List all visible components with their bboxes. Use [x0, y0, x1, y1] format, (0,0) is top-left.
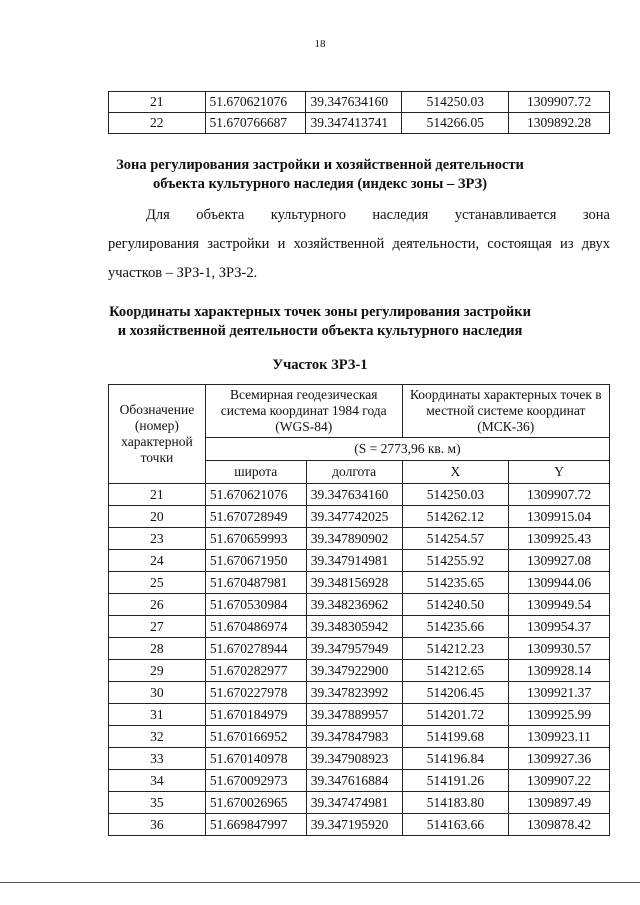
x-cell: 514240.50 [402, 594, 509, 616]
latitude-cell: 51.670671950 [205, 550, 306, 572]
bottom-divider [0, 882, 640, 883]
table-row [109, 726, 610, 748]
y-cell: 1309921.37 [509, 682, 610, 704]
table-row [109, 572, 610, 594]
point-number: 22 [109, 113, 206, 134]
x-cell: 514199.68 [402, 726, 509, 748]
latitude-cell: 51.670140978 [205, 748, 306, 770]
y-cell: 1309949.54 [509, 594, 610, 616]
longitude-cell: 39.347922900 [306, 660, 402, 682]
y-cell: 1309954.37 [509, 616, 610, 638]
y-cell: 1309897.49 [509, 792, 610, 814]
x-cell: 514262.12 [402, 506, 509, 528]
longitude-cell: 39.347908923 [306, 748, 402, 770]
y-cell: 1309907.72 [509, 484, 610, 506]
point-number: 28 [109, 638, 206, 660]
header-y: Y [509, 461, 610, 484]
header-point-designation: Обозначение (номер) характерной точки [109, 385, 206, 484]
latitude-cell: 51.670184979 [205, 704, 306, 726]
latitude-cell: 51.670487981 [205, 572, 306, 594]
longitude-cell: 39.347195920 [306, 814, 402, 836]
latitude-cell: 51.670659993 [205, 528, 306, 550]
y-cell: 1309930.57 [509, 638, 610, 660]
description-paragraph [108, 201, 610, 288]
coordinates-table [108, 384, 610, 836]
point-number: 29 [109, 660, 206, 682]
point-number: 33 [109, 748, 206, 770]
table-row [109, 528, 610, 550]
x-cell: 514266.05 [402, 113, 509, 134]
section-title: Участок ЗРЗ-1 [272, 357, 368, 373]
x-cell: 514235.65 [402, 572, 509, 594]
table-row [109, 594, 610, 616]
table-row [109, 682, 610, 704]
coordinates-heading [0, 303, 640, 341]
table-row [109, 638, 610, 660]
top-coordinates-table [108, 91, 610, 134]
point-number: 32 [109, 726, 206, 748]
point-number: 23 [109, 528, 206, 550]
paragraph-line2: регулирования застройки и хозяйственной деятельности, состоящая из двух [108, 236, 610, 252]
longitude-cell: 39.347823992 [306, 682, 402, 704]
latitude-cell: 51.669847997 [205, 814, 306, 836]
x-cell: 514201.72 [402, 704, 509, 726]
longitude-cell: 39.347413741 [306, 113, 402, 134]
top-table-body [109, 92, 610, 134]
y-cell: 1309925.99 [509, 704, 610, 726]
point-number: 27 [109, 616, 206, 638]
y-cell: 1309907.72 [509, 92, 610, 113]
point-number: 36 [109, 814, 206, 836]
zone-heading-line1: Зона регулирования застройки и хозяйственной деятельности [116, 157, 524, 173]
longitude-cell: 39.348305942 [306, 616, 402, 638]
table-row [109, 704, 610, 726]
longitude-cell: 39.347616884 [306, 770, 402, 792]
x-cell: 514250.03 [402, 484, 509, 506]
table-row [109, 484, 610, 506]
x-cell: 514163.66 [402, 814, 509, 836]
page-number: 18 [314, 38, 326, 50]
y-cell: 1309927.08 [509, 550, 610, 572]
longitude-cell: 39.347634160 [306, 484, 402, 506]
zone-heading-line2: объекта культурного наследия (индекс зоны – ЗРЗ) [152, 176, 488, 192]
longitude-cell: 39.348236962 [306, 594, 402, 616]
latitude-cell: 51.670530984 [205, 594, 306, 616]
y-cell: 1309925.43 [509, 528, 610, 550]
point-number: 20 [109, 506, 206, 528]
x-cell: 514196.84 [402, 748, 509, 770]
point-number: 24 [109, 550, 206, 572]
y-cell: 1309928.14 [509, 660, 610, 682]
latitude-cell: 51.670621076 [205, 92, 306, 113]
x-cell: 514235.66 [402, 616, 509, 638]
header-longitude: долгота [306, 461, 402, 484]
y-cell: 1309907.22 [509, 770, 610, 792]
table-row [109, 814, 610, 836]
table-row [109, 748, 610, 770]
latitude-cell: 51.670026965 [205, 792, 306, 814]
x-cell: 514212.23 [402, 638, 509, 660]
y-cell: 1309878.42 [509, 814, 610, 836]
coordinates-heading-line1: Координаты характерных точек зоны регулирования застройки [109, 304, 531, 320]
y-cell: 1309892.28 [509, 113, 610, 134]
x-cell: 514183.80 [402, 792, 509, 814]
latitude-cell: 51.670766687 [205, 113, 306, 134]
latitude-cell: 51.670278944 [205, 638, 306, 660]
latitude-cell: 51.670166952 [205, 726, 306, 748]
x-cell: 514254.57 [402, 528, 509, 550]
longitude-cell: 39.347847983 [306, 726, 402, 748]
header-x: X [402, 461, 509, 484]
header-latitude: широта [205, 461, 306, 484]
y-cell: 1309927.36 [509, 748, 610, 770]
paragraph-line3: участков – ЗРЗ-1, ЗРЗ-2. [108, 265, 258, 281]
point-number: 21 [109, 484, 206, 506]
y-cell: 1309915.04 [509, 506, 610, 528]
point-number: 31 [109, 704, 206, 726]
longitude-cell: 39.347889957 [306, 704, 402, 726]
point-number: 30 [109, 682, 206, 704]
longitude-cell: 39.348156928 [306, 572, 402, 594]
table-row [109, 92, 610, 113]
x-cell: 514255.92 [402, 550, 509, 572]
point-number: 34 [109, 770, 206, 792]
longitude-cell: 39.347890902 [306, 528, 402, 550]
x-cell: 514250.03 [402, 92, 509, 113]
coordinates-table-body [109, 484, 610, 836]
latitude-cell: 51.670282977 [205, 660, 306, 682]
latitude-cell: 51.670728949 [205, 506, 306, 528]
longitude-cell: 39.347474981 [306, 792, 402, 814]
longitude-cell: 39.347914981 [306, 550, 402, 572]
x-cell: 514206.45 [402, 682, 509, 704]
coordinates-heading-line2: и хозяйственной деятельности объекта культурного наследия [117, 323, 523, 339]
longitude-cell: 39.347957949 [306, 638, 402, 660]
latitude-cell: 51.670621076 [205, 484, 306, 506]
zone-heading [0, 156, 640, 194]
table-row [109, 113, 610, 134]
table-row [109, 550, 610, 572]
point-number: 25 [109, 572, 206, 594]
latitude-cell: 51.670227978 [205, 682, 306, 704]
x-cell: 514212.65 [402, 660, 509, 682]
table-row [109, 506, 610, 528]
header-msk36: Координаты характерных точек в местной системе координат (МСК-36) [402, 385, 609, 438]
table-row [109, 660, 610, 682]
point-number: 35 [109, 792, 206, 814]
header-area: (S = 2773,96 кв. м) [205, 438, 609, 461]
longitude-cell: 39.347634160 [306, 92, 402, 113]
header-wgs84: Всемирная геодезическая система координат 1984 года (WGS-84) [205, 385, 402, 438]
y-cell: 1309923.11 [509, 726, 610, 748]
latitude-cell: 51.670092973 [205, 770, 306, 792]
table-row [109, 616, 610, 638]
point-number: 26 [109, 594, 206, 616]
coordinates-table-header [109, 385, 610, 484]
paragraph-line1: Для объекта культурного наследия устанавливается зона [146, 207, 610, 223]
table-row [109, 792, 610, 814]
table-row [109, 770, 610, 792]
latitude-cell: 51.670486974 [205, 616, 306, 638]
y-cell: 1309944.06 [509, 572, 610, 594]
point-number: 21 [109, 92, 206, 113]
x-cell: 514191.26 [402, 770, 509, 792]
longitude-cell: 39.347742025 [306, 506, 402, 528]
